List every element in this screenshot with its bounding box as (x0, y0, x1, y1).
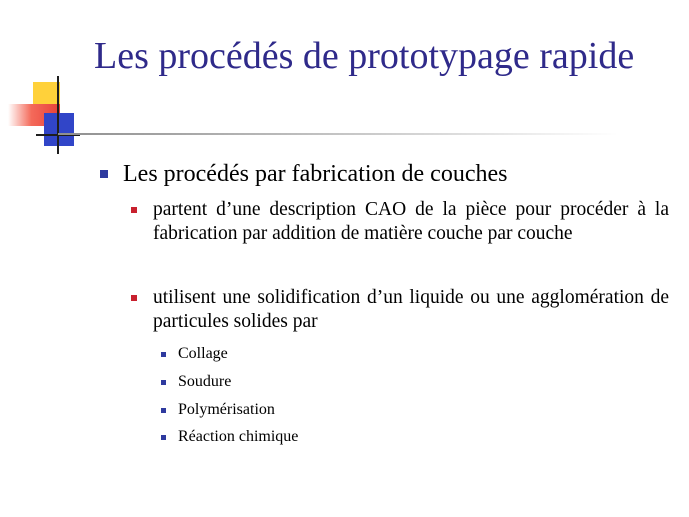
sub-bullet-text: utilisent une solidification d’un liquide ou une agglomération de particules solides par (153, 287, 669, 332)
sub-sub-bullet-text: Collage (178, 345, 228, 362)
sub-sub-bullet-4 (161, 427, 298, 447)
logo-blue-square (44, 113, 74, 146)
sub-sub-bullet-text: Soudure (178, 373, 232, 390)
sub-bullet-1 (131, 198, 669, 246)
title-divider (58, 133, 618, 135)
square-bullet-icon (131, 207, 137, 213)
square-bullet-icon (161, 435, 166, 440)
square-bullet-icon (161, 408, 166, 413)
sub-sub-bullet-2 (161, 372, 231, 392)
slide-logo (0, 0, 100, 160)
sub-sub-bullet-3 (161, 400, 275, 420)
square-bullet-icon (161, 352, 166, 357)
square-bullet-icon (131, 295, 137, 301)
slide-title: Les procédés de prototypage rapide (94, 35, 635, 77)
bullet-level1 (100, 160, 660, 188)
bullet-text: Les procédés par fabrication de couches (123, 161, 508, 187)
logo-vertical-line (57, 76, 59, 154)
sub-sub-bullet-text: Polymérisation (178, 401, 275, 418)
sub-bullet-2 (131, 286, 669, 334)
square-bullet-icon (100, 170, 108, 178)
square-bullet-icon (161, 380, 166, 385)
sub-sub-bullet-1 (161, 344, 228, 364)
sub-sub-bullet-text: Réaction chimique (178, 428, 299, 445)
sub-bullet-text: partent d’une description CAO de la pièce pour procéder à la fabrication par addition de matière couche par couche (153, 199, 669, 244)
